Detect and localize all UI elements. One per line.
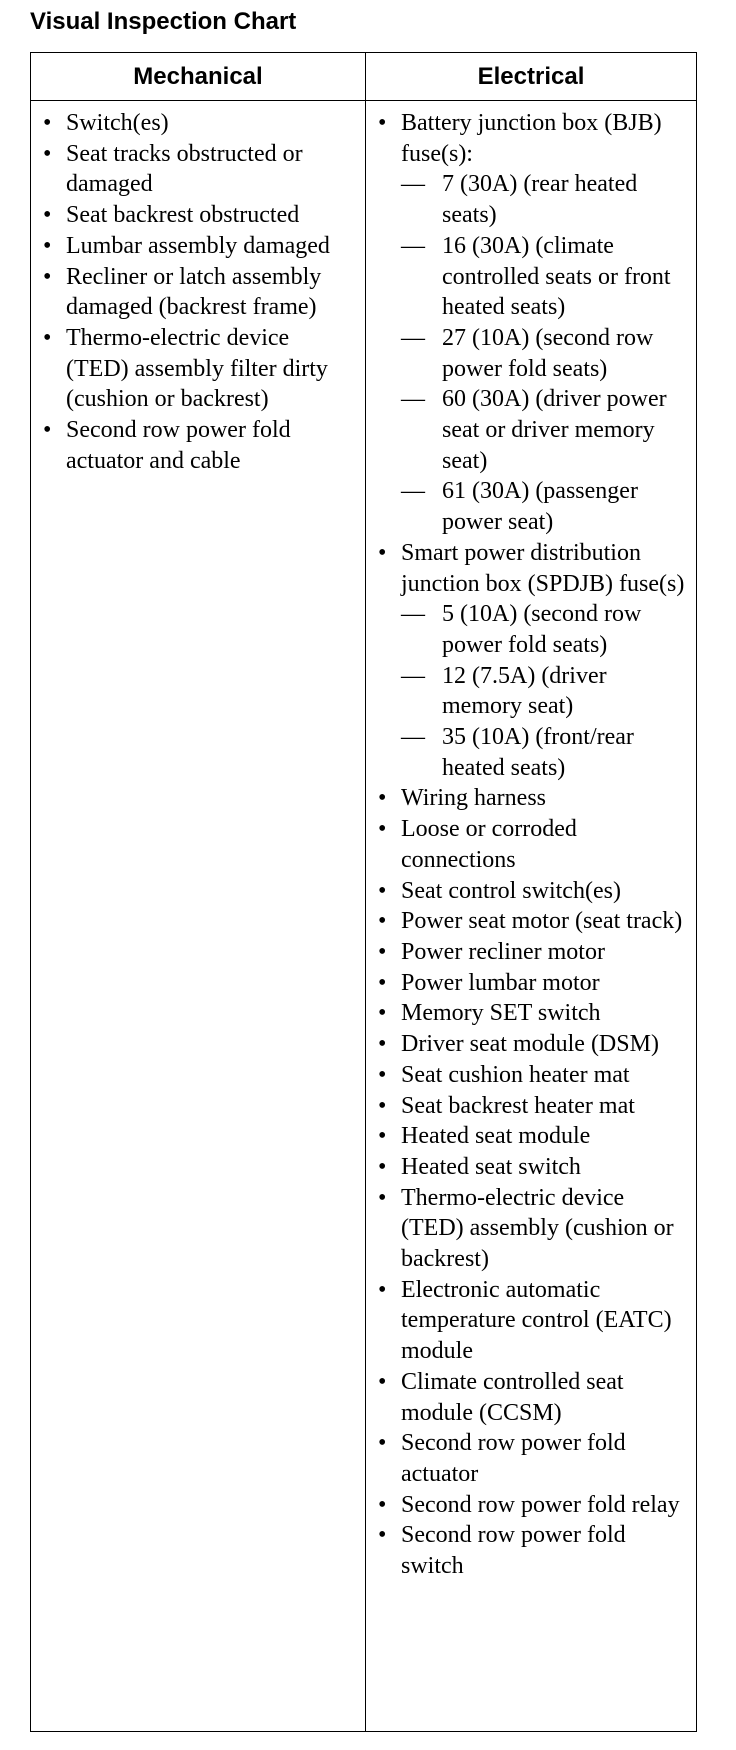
spdjb-fuse-list <box>401 599 688 783</box>
bjb-fuse-list <box>401 169 688 537</box>
electrical-column-header: Electrical <box>366 53 697 101</box>
visual-inspection-table <box>30 52 697 1732</box>
mechanical-column-header: Mechanical <box>31 53 366 101</box>
fuse-item: — 5 (10A) (second row power fold seats) <box>401 599 688 660</box>
list-item: • Climate controlled seat module (CCSM) <box>375 1367 688 1428</box>
fuse-item: — 27 (10A) (second row power fold seats) <box>401 323 688 384</box>
list-item: • Seat backrest heater mat <box>375 1091 688 1122</box>
table-header-row <box>31 53 697 101</box>
fuse-item: — 35 (10A) (front/rear heated seats) <box>401 722 688 783</box>
page-title: Visual Inspection Chart <box>30 8 297 35</box>
table-body-row <box>31 101 697 1732</box>
list-item: • Recliner or latch assembly damaged (backrest frame) <box>40 262 357 323</box>
list-item-spdjb <box>375 538 688 784</box>
list-item: • Seat cushion heater mat <box>375 1060 688 1091</box>
list-item-bjb <box>375 108 688 538</box>
fuse-item: — 60 (30A) (driver power seat or driver memory seat) <box>401 384 688 476</box>
list-item: • Memory SET switch <box>375 998 688 1029</box>
list-item: • Seat control switch(es) <box>375 876 688 907</box>
list-item: • Heated seat module <box>375 1121 688 1152</box>
electrical-cell <box>366 101 697 1732</box>
list-item: • Power seat motor (seat track) <box>375 906 688 937</box>
spdjb-label: Smart power distribution junction box (SPDJB) fuse(s) <box>401 539 685 597</box>
list-item: • Thermo-electric device (TED) assembly (cushion or backrest) <box>375 1183 688 1275</box>
list-item: • Loose or corroded connections <box>375 814 688 875</box>
list-item: • Power recliner motor <box>375 937 688 968</box>
list-item: • Driver seat module (DSM) <box>375 1029 688 1060</box>
fuse-item: — 12 (7.5A) (driver memory seat) <box>401 661 688 722</box>
list-item: • Power lumbar motor <box>375 968 688 999</box>
fuse-item: — 61 (30A) (passenger power seat) <box>401 476 688 537</box>
list-item: • Lumbar assembly damaged <box>40 231 357 262</box>
list-item: • Heated seat switch <box>375 1152 688 1183</box>
fuse-item: — 16 (30A) (climate controlled seats or front heated seats) <box>401 231 688 323</box>
mechanical-cell <box>31 101 366 1732</box>
list-item: • Wiring harness <box>375 783 688 814</box>
list-item: • Second row power fold actuator <box>375 1428 688 1489</box>
list-item: • Thermo-electric device (TED) assembly filter dirty (cushion or backrest) <box>40 323 357 415</box>
list-item: • Switch(es) <box>40 108 357 139</box>
bjb-label: Battery junction box (BJB) fuse(s): <box>401 110 662 167</box>
list-item: • Electronic automatic temperature control (EATC) module <box>375 1275 688 1367</box>
list-item: • Second row power fold actuator and cable <box>40 415 357 476</box>
list-item: • Seat backrest obstructed <box>40 200 357 231</box>
list-item: • Seat tracks obstructed or damaged <box>40 139 357 200</box>
mechanical-list <box>40 108 357 476</box>
fuse-item: — 7 (30A) (rear heated seats) <box>401 169 688 230</box>
list-item: • Second row power fold switch <box>375 1520 688 1581</box>
electrical-list <box>375 108 688 1582</box>
list-item: • Second row power fold relay <box>375 1490 688 1521</box>
